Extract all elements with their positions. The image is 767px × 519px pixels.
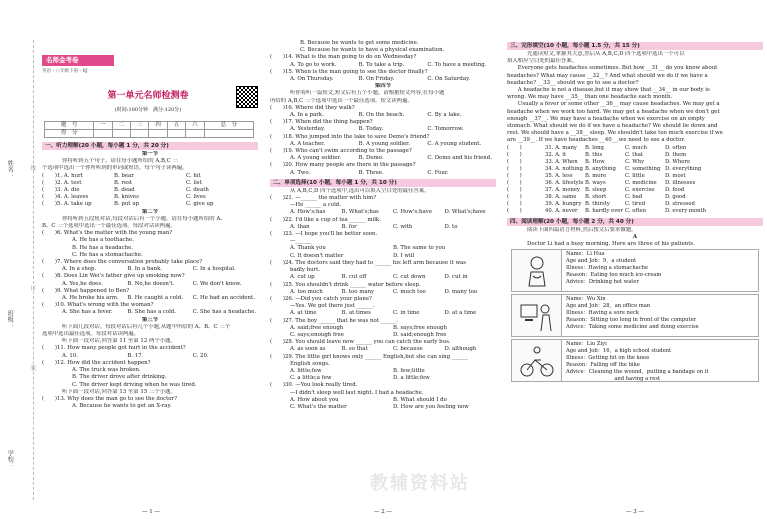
options-row: C. It doesn't matter D. I will xyxy=(290,252,415,259)
cut-line xyxy=(33,40,34,500)
patient-age-job: Age and Job：16，a high school student xyxy=(566,348,672,355)
question-stem: ( )14. What is the man going to do on Wednesday? xyxy=(270,54,417,61)
options-row: A. as soon as B. so that C. because D. although xyxy=(290,346,477,353)
question-stem: ( )10. What's wrong with the woman? xyxy=(42,302,154,309)
instruction: 你将听到五个句子。请在每小题所给的 A,B,C 三 xyxy=(62,158,178,165)
score-header: 题 号 xyxy=(45,122,94,130)
question-stem: ( )17. When did the thing happen? xyxy=(270,119,373,126)
watermark: 教辅资料站 xyxy=(370,473,470,494)
option: A. He has a toothache. xyxy=(72,237,134,244)
passage-line: Usually a fever or some other __36__ may cause headaches. We may get a xyxy=(507,101,720,108)
question-line: —I didn't sleep well last night. I had a headache. xyxy=(290,389,424,396)
binding-margin xyxy=(0,0,38,519)
question-stem: ( )16. Where did they walk? xyxy=(270,104,355,111)
options-row: A. than B. for C. with D. to xyxy=(290,223,458,230)
section-heading: 二、单项选择(10 小题，每小题 1 分，共 10 分) xyxy=(270,179,496,187)
option: C. The driver kept driving when he was tired. xyxy=(72,381,197,388)
options-row: A. at time B. at times C. in time D. at a time xyxy=(290,310,477,317)
option: B. He has a headache. xyxy=(72,244,134,251)
score-header: 六 xyxy=(186,122,204,130)
score-header: 三 xyxy=(131,122,149,130)
question-stem: ( )13. Why does the man go to see the doctor? xyxy=(42,395,177,402)
options-row: A. Two. B. Three. C. Four. xyxy=(290,169,449,176)
question-stem: ( )11. How many people got hurt in the accident? xyxy=(42,345,186,352)
options-row: A. Thank you B. The same to you xyxy=(290,245,446,252)
patient-name: Name：Liu Ziyi xyxy=(566,341,607,348)
option: C. Because he wants to have a physical examination. xyxy=(300,47,445,54)
score-cell[interactable] xyxy=(149,130,167,138)
question-stem: ( )29. The little girl knows only ______ English,but she can sing ______ xyxy=(270,353,468,360)
question-stem: ( )8. Does Lin Wei's father give up smoking now? xyxy=(42,273,185,280)
score-cell[interactable] xyxy=(186,130,204,138)
section-heading: 四、阅读理解(20 小题，每小题 2 分，共 40 分) xyxy=(507,218,763,226)
question-item: ( )4. A. leaves B. knives C. lives xyxy=(42,194,206,201)
question-stem: ( )28. You should leave now ______ you can catch the early bus. xyxy=(270,339,451,346)
instruction: 阅读下面四篇语言材料,然后按文后要求做题。 xyxy=(527,226,637,233)
patient-name: Name：Wu Xin xyxy=(566,296,606,303)
question-stem: ( )18. Who jumped into the lake to save Demo's friend? xyxy=(270,133,430,140)
options-row: A. Yes,he does. B. No,he doesn't. C. We don't know. xyxy=(62,280,242,287)
question-stem: ( )23. —I hope you'll be better soon. xyxy=(270,231,378,238)
question-line: —Yes. We got there just ______. xyxy=(290,303,375,310)
patient-card xyxy=(511,249,759,292)
question-stem: ( )30. —You look really tired. xyxy=(270,382,358,389)
patient-advice: Advice：Drinking hot water xyxy=(566,279,639,286)
page-title: 第一单元名师检测卷 xyxy=(107,91,189,101)
cut-mark-order: 订 xyxy=(29,285,36,291)
brand-banner: 名师金考卷 xyxy=(42,55,114,66)
option: A. Because he wants to get an X-ray. xyxy=(72,403,172,410)
patient-age-job: Age and Job：28，an office man xyxy=(566,303,651,310)
instruction: 听下面一段对话,回答第 13 至第 15 三个小题。 xyxy=(62,388,176,395)
instruction: 听你将听一篇短文,短文后有五个小题。请根据短文内容,在每小题 xyxy=(290,90,445,97)
instruction: 选项中选出最佳选项。每段对话读两遍。 xyxy=(42,331,140,338)
question-stem: ( )9. What happened to Ben? xyxy=(42,287,130,294)
question-stem: ( )22. I'd like a cup of tea ______ milk. xyxy=(270,216,381,223)
cut-mark-line: 线 xyxy=(29,165,36,171)
instruction: 从 A,B,C,D 四个选项中,选出可以填入空白处的最佳答案。 xyxy=(290,187,430,194)
page-number: — 2 — xyxy=(374,508,392,515)
passage-line: headache? __33__ should we go to see a doctor? xyxy=(507,79,639,86)
cut-mark-bind: 装 xyxy=(29,365,36,371)
section-heading: 一、听力理解(20 小题，每小题 1 分，共 20 分) xyxy=(42,142,258,150)
score-table xyxy=(44,121,254,138)
passage-line: A headache is not a disease,but it may show that __34__ in our body is xyxy=(507,87,710,94)
options-row: A. On Thursday. B. On Friday. C. On Saturday. xyxy=(290,76,471,83)
options-row: A. How's;has B. What's;has C. How's;have D. What's;have xyxy=(290,209,486,216)
option: B. The driver drove after drinking. xyxy=(72,374,167,381)
question-item: ( )5. A. take up B. put up C. give up xyxy=(42,201,214,208)
score-header: 一 xyxy=(94,122,112,130)
options-row: A. said;free enough B. says;free enough xyxy=(290,324,447,331)
page3-content xyxy=(507,40,763,384)
patient-card xyxy=(511,294,759,337)
options-row: A. A teacher. B. A young soldier. C. A young student. xyxy=(290,140,482,147)
question-line: English songs. xyxy=(290,360,330,367)
page-3 xyxy=(503,0,767,519)
part-heading: 第一节 xyxy=(141,151,159,157)
options-row: A. too much B. too many C. much too D. many too xyxy=(290,288,478,295)
options-row: A. Yesterday. B. Today. C. Tomorrow. xyxy=(290,126,464,133)
options-row: C. a little;a few D. a little;few xyxy=(290,375,430,382)
passage-line: Everyone gets headaches sometimes. But how __31__ do you know about xyxy=(507,65,718,72)
question-line: —______ xyxy=(290,238,312,245)
passage-line: stomach. What should we do if we have a headache? We should lie down and xyxy=(507,123,718,130)
options-row: A. She has a fever. B. She has a cold. C. She has a headache. xyxy=(62,309,257,316)
patient-illness: Illness：Having a sore neck xyxy=(566,310,639,317)
bike-fall-icon xyxy=(512,340,562,381)
question-stem: ( )24. The doctors said they had to ______ his left arm because it was xyxy=(270,259,467,266)
question-item: ( )2. A. test B. rest C. list xyxy=(42,179,202,186)
cloze-options: ( ) 31. A. many B. long C. much D. often ( ) 32. A. it B. this C. that D. them ( ) 33. A. When B. How C. Why D. Where ( ) 34. A. nothing B. anything C. something D. everything ( ) 35. A. less B. more C. little D. most ( ) 36. A. lifestyle B. ways C. medicine D. illnesses ( ) 37. A. money B. sleep C. exercise D. food ( ) 38. A. same B. short C. bad D. good ( ) 39. A. hungry B. thirsty C. tired D. stressed ( ) 40. A. never B. hardly ever C. often D. every month xyxy=(507,144,707,215)
question-stem: ( )27. The boy ______ that he was not ______. xyxy=(270,317,399,324)
passage-line: headache when we work too hard. We may get a headache when we don't get xyxy=(507,108,720,115)
instruction: 听下面几段对话。每段对话后有几个小题,从题中所给的 A、B、C 三个 xyxy=(62,323,231,330)
options-row: A. In a shop. B. In a bank. C. In a hospital. xyxy=(62,266,236,273)
patient-advice-continued: and having a rest xyxy=(614,376,661,383)
score-header: 二 xyxy=(112,122,130,130)
page2-content xyxy=(270,40,496,411)
options-row: A. little;few B. few;little xyxy=(290,367,425,374)
part-heading: 第四节 xyxy=(374,83,392,90)
question-stem: ( )7. Where does the conversation probably take place? xyxy=(42,259,203,266)
school-label: 学校： xyxy=(6,450,14,468)
patient-picture-icon xyxy=(512,250,562,291)
instruction: 填入相应空白处的最佳答案。 xyxy=(507,58,578,65)
options-row: A. To go to work. B. To take a trip. C. To have a meeting. xyxy=(290,61,487,68)
passage-intro: Doctor Li had a busy morning. Here are three of his patients. xyxy=(527,240,695,247)
patient-name: Name：Li Hua xyxy=(566,251,605,258)
page-number: — 1 — xyxy=(142,508,160,515)
question-line: —He ______ a cold. xyxy=(290,202,341,209)
score-header: 四 xyxy=(149,122,167,130)
options-row: C. What's the matter D. How are you feeling now xyxy=(290,403,469,410)
instruction: 你将听到五段短对话,每段对话后有一个小题。请在每小题所给的 A、 xyxy=(62,215,226,222)
passage-line: rest. We should have a __38__ sleep. We shouldn't take too much exercise if we xyxy=(507,130,723,137)
page-number: — 3 — xyxy=(626,508,644,515)
question-stem: ( )6. What's the matter with the young man? xyxy=(42,230,173,237)
patient-illness: Illness：Having a stomachache xyxy=(566,265,649,272)
question-item: ( )1. A. hurt B. bear C. hit xyxy=(42,172,201,179)
question-item: ( )3. A. die B. dead C. death xyxy=(42,187,209,194)
options-row: A. 10. B. 17. C. 20. xyxy=(62,352,209,359)
options-row: A. cut up B. cut off C. cut down D. cut in xyxy=(290,274,468,281)
computer-user-icon xyxy=(512,295,562,336)
options-row: A. A young soldier. B. Demo. C. Demo and his friend. xyxy=(290,155,492,162)
instruction: B、C 三个选项中选出一个最佳选项。每段对话读两遍。 xyxy=(42,223,176,230)
class-label: 班级： xyxy=(6,310,14,328)
patient-card xyxy=(511,339,759,382)
instruction: 听下面一段对话,回答第 11 至第 12 两个小题。 xyxy=(62,338,176,345)
score-cell[interactable] xyxy=(167,130,185,138)
page-2 xyxy=(266,0,500,519)
part-heading: 第三节 xyxy=(141,316,159,323)
options-row: A. In a park. B. On the beach. C. By a lake. xyxy=(290,112,462,119)
name-label: 姓名： xyxy=(6,160,14,178)
passage-line: enough __37__. We may have a headache when we exercise on an empty xyxy=(507,115,705,122)
page-1 xyxy=(0,0,262,519)
question-stem: ( )21. —______ the matter with him? xyxy=(270,195,377,202)
instruction: 所给的 A,B,C 三个选项中选出一个最佳选项。短文读两遍。 xyxy=(270,97,413,104)
patient-illness: Illness：Getting hit on the knee xyxy=(566,355,650,362)
patient-reason: Reason：Eating too much ice-cream xyxy=(566,272,662,279)
score-header: 五 xyxy=(167,122,185,130)
book-label: 英语・八年级下册・RJ xyxy=(42,69,88,74)
score-cell[interactable] xyxy=(112,130,130,138)
score-row-label: 得 分 xyxy=(45,130,94,138)
options-row: A. He broke his arm. B. He caught a cold. C. He had an accident. xyxy=(62,295,255,302)
options-row: C. says;enough free D. said;enough free xyxy=(290,331,447,338)
question-stem: ( )20. How many people are there in the passage? xyxy=(270,162,416,169)
option: B. Because he wants to get some medicine. xyxy=(300,40,419,46)
patient-age-job: Age and Job：9，a student xyxy=(566,258,637,265)
option: C. He has a stomachache. xyxy=(72,251,143,258)
instruction: 先通读短文,掌握其大意,然后从 A,B,C,D 四个选项中选出一个可以 xyxy=(527,51,685,57)
question-stem: ( )26. —Did you catch your plane? xyxy=(270,295,372,302)
passage-line: wrong. We may have __35__ than one headache each month. xyxy=(507,94,673,101)
question-line: badly hurt. xyxy=(290,267,320,274)
score-cell[interactable] xyxy=(131,130,149,138)
instruction: 个选项中选出一个你所听到的单词或短语。每个句子读两遍。 xyxy=(42,165,188,172)
score-header: 总 分 xyxy=(204,122,253,130)
question-stem: ( )19. Who can't swim according to the passage? xyxy=(270,148,412,155)
patient-advice: Advice：Cleaning the wound，putting a bandage on it xyxy=(566,369,709,376)
question-stem: ( )25. You shouldn't drink ______ water before sleep. xyxy=(270,281,421,288)
page1-content xyxy=(42,140,258,410)
patient-reason: Reason：Falling off the bike xyxy=(566,362,640,369)
passage-label: A xyxy=(632,233,638,240)
patient-advice: Advice：Taking some medicine and doing exercise xyxy=(566,324,699,331)
part-heading: 第二节 xyxy=(141,208,159,215)
passage-line: headaches? What may cause __32__? And what should we do if we have a xyxy=(507,72,708,79)
exam-time-info: (时间:100分钟 满分:120分) xyxy=(114,107,182,113)
question-stem: ( )12. How did the accident happen? xyxy=(42,359,151,366)
passage-line: are __39__. If we have headaches __40__,we need to see a doctor. xyxy=(507,137,686,144)
score-cell[interactable] xyxy=(204,130,253,138)
option: A. The truck was broken. xyxy=(72,367,141,374)
section-heading: 三、完形填空(10 小题，每小题 1.5 分，共 15 分) xyxy=(507,42,763,50)
score-cell[interactable] xyxy=(94,130,112,138)
options-row: A. How about you B. What should I do xyxy=(290,396,447,403)
question-stem: ( )15. When is the man going to see the doctor finally? xyxy=(270,68,428,75)
patient-reason: Reason：Sitting too long in front of the computer xyxy=(566,317,697,324)
